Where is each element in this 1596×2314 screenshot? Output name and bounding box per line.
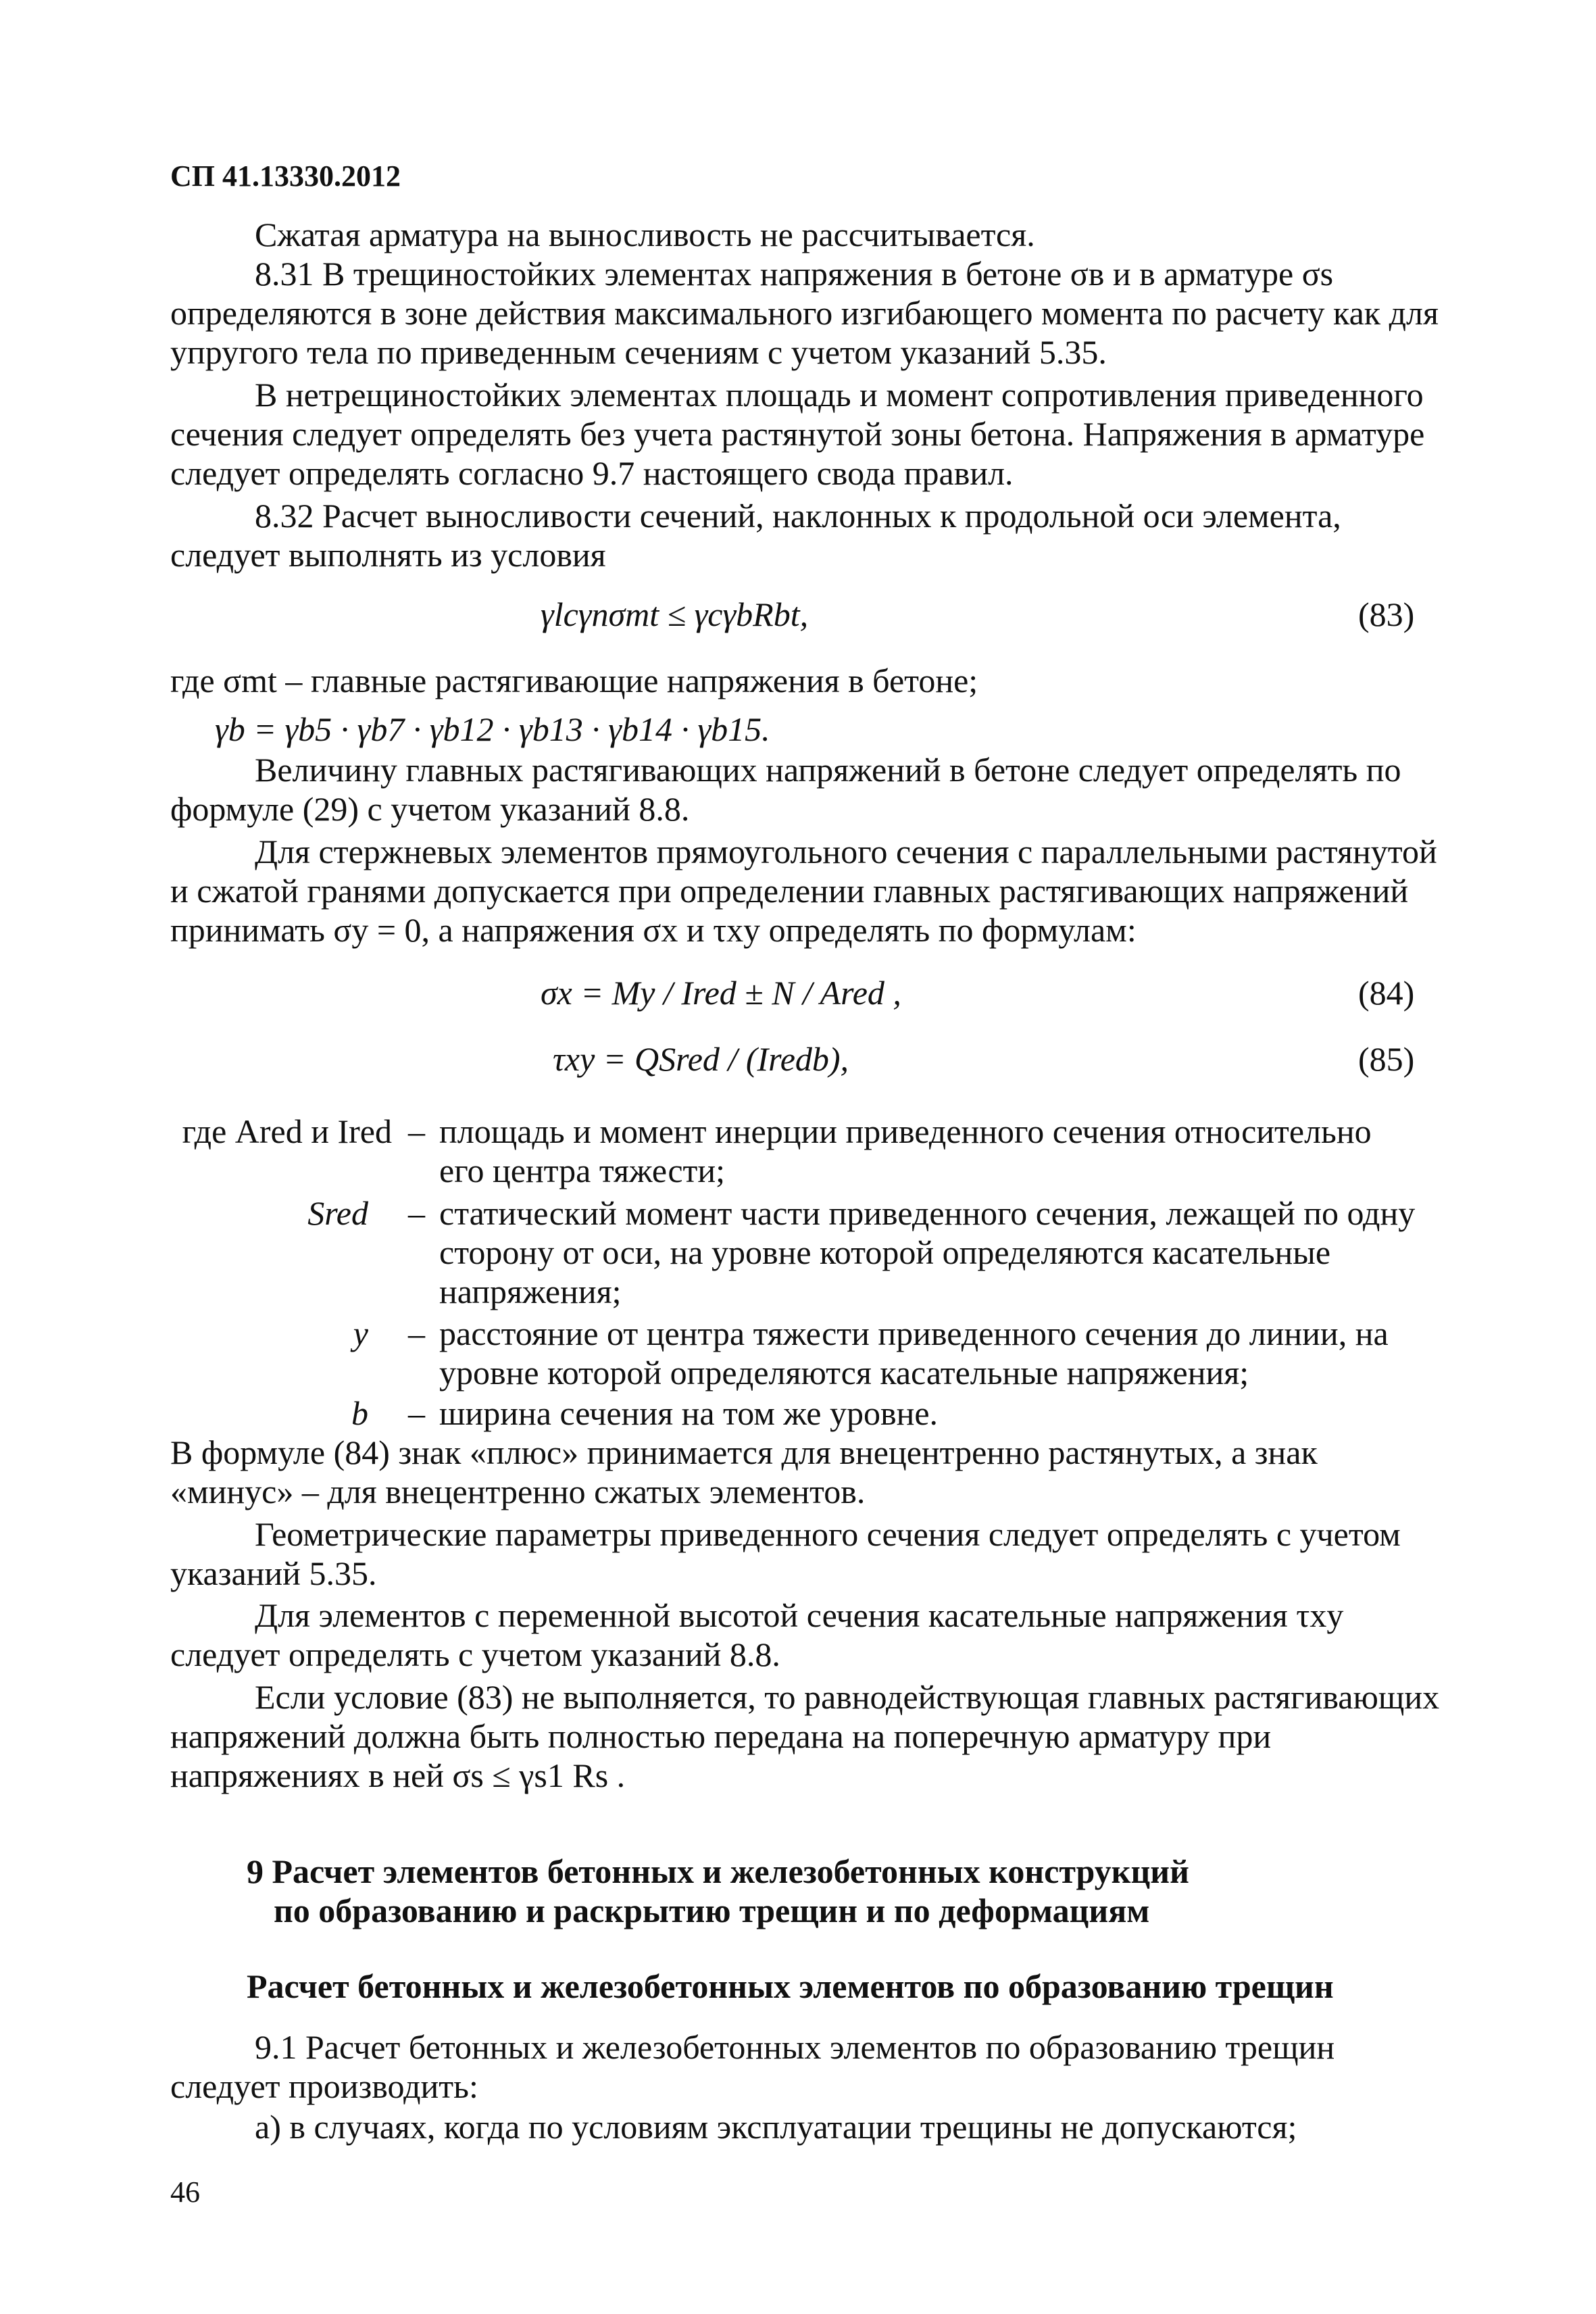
- text-line: формуле (29) с учетом указаний 8.8.: [170, 790, 690, 828]
- equation-83: γlcγnσmt ≤ γcγbRbt,: [541, 595, 809, 633]
- text-line: напряжений должна быть полностью передана на поперечную арматуру при: [170, 1717, 1272, 1755]
- definition-text: уровне которой определяются касательные напряжения;: [439, 1354, 1249, 1392]
- equation-number-83: (83): [1358, 595, 1415, 633]
- list-item: а) в случаях, когда по условиям эксплуатации трещины не допускаются;: [255, 2108, 1297, 2146]
- equation-84: σx = My / Ired ± N / Ared ,: [541, 974, 901, 1012]
- text-line: В формуле (84) знак «плюс» принимается для внецентренно растянутых, а знак: [170, 1433, 1318, 1471]
- text-line: упругого тела по приведенным сечениям с учетом указаний 5.35.: [170, 333, 1107, 371]
- definition-symbol: Sred: [307, 1194, 368, 1232]
- subsection-title: Расчет бетонных и железобетонных элементов по образованию трещин: [247, 1967, 1334, 2005]
- text-line: 8.32 Расчет выносливости сечений, наклонных к продольной оси элемента,: [255, 497, 1341, 535]
- page-number: 46: [170, 2175, 200, 2209]
- text-line: следует выполнять из условия: [170, 536, 606, 574]
- definition-symbol: b: [351, 1394, 368, 1432]
- text-line: Для стержневых элементов прямоугольного сечения с параллельными растянутой: [255, 833, 1437, 870]
- definition-text: напряжения;: [439, 1273, 622, 1310]
- text-line: сечения следует определять без учета растянутой зоны бетона. Напряжения в арматуре: [170, 415, 1425, 453]
- gamma-b-product: γb = γb5 · γb7 · γb12 · γb13 · γb14 · γb15.: [215, 710, 770, 748]
- text-line: и сжатой гранями допускается при определении главных растягивающих напряжений: [170, 872, 1409, 910]
- standard-code-header: СП 41.13330.2012: [170, 159, 401, 193]
- text-line: Сжатая арматура на выносливость не рассчитывается.: [255, 216, 1035, 253]
- text-line-31: [255, 254, 1427, 293]
- text-line: В нетрещиностойких элементах площадь и момент сопротивления приведенного: [255, 376, 1424, 414]
- text-line: следует определять с учетом указаний 8.8.: [170, 1635, 780, 1673]
- text-line: «минус» – для внецентренно сжатых элементов.: [170, 1473, 866, 1510]
- section-title-line-1: 9 Расчет элементов бетонных и железобетонных конструкций: [247, 1852, 1189, 1890]
- text-line: определяются в зоне действия максимального изгибающего момента по расчету как для: [170, 294, 1439, 332]
- equation-85: τxy = QSred / (Iredb),: [553, 1040, 849, 1078]
- definition-text: площадь и момент инерции приведенного сечения относительно: [439, 1112, 1372, 1150]
- text-line: где σmt – главные растягивающие напряжения в бетоне;: [170, 662, 978, 699]
- text-line: Для элементов с переменной высотой сечения касательные напряжения τxy: [255, 1596, 1344, 1634]
- text-line: указаний 5.35.: [170, 1554, 377, 1592]
- definition-dash: –: [408, 1394, 425, 1432]
- definition-dash: –: [408, 1194, 425, 1232]
- text-line: Величину главных растягивающих напряжений в бетоне следует определять по: [255, 751, 1401, 789]
- definition-symbol: где Ared и Ired: [182, 1112, 392, 1150]
- definition-text: его центра тяжести;: [439, 1152, 726, 1189]
- definition-text: ширина сечения на том же уровне.: [439, 1394, 939, 1432]
- text-line: следует определять согласно 9.7 настоящего свода правил.: [170, 454, 1014, 492]
- text-line: следует производить:: [170, 2067, 478, 2105]
- text-line: Геометрические параметры приведенного сечения следует определять с учетом: [255, 1515, 1401, 1553]
- text-line: 9.1 Расчет бетонных и железобетонных элементов по образованию трещин: [255, 2028, 1335, 2066]
- section-title-line-2: по образованию и раскрытию трещин и по деформациям: [274, 1892, 1150, 1929]
- equation-number-85: (85): [1358, 1040, 1415, 1078]
- definition-dash: –: [408, 1112, 425, 1150]
- equation-number-84: (84): [1358, 974, 1415, 1012]
- definition-text: сторону от оси, на уровне которой определяются касательные: [439, 1233, 1331, 1271]
- definition-symbol: y: [353, 1314, 368, 1352]
- text-line: напряжениях в ней σs ≤ γs1 Rs .: [170, 1756, 626, 1794]
- definition-text: статический момент части приведенного сечения, лежащей по одну: [439, 1194, 1416, 1232]
- text-line-text: 8.31 В трещиностойких элементах напряжения в бетоне σв и в арматуре σs: [255, 255, 1334, 293]
- definition-dash: –: [408, 1314, 425, 1352]
- text-line: принимать σy = 0, а напряжения σx и τxy определять по формулам:: [170, 911, 1137, 949]
- text-line: Если условие (83) не выполняется, то равнодействующая главных растягивающих: [255, 1678, 1440, 1716]
- definition-text: расстояние от центра тяжести приведенного сечения до линии, на: [439, 1314, 1389, 1352]
